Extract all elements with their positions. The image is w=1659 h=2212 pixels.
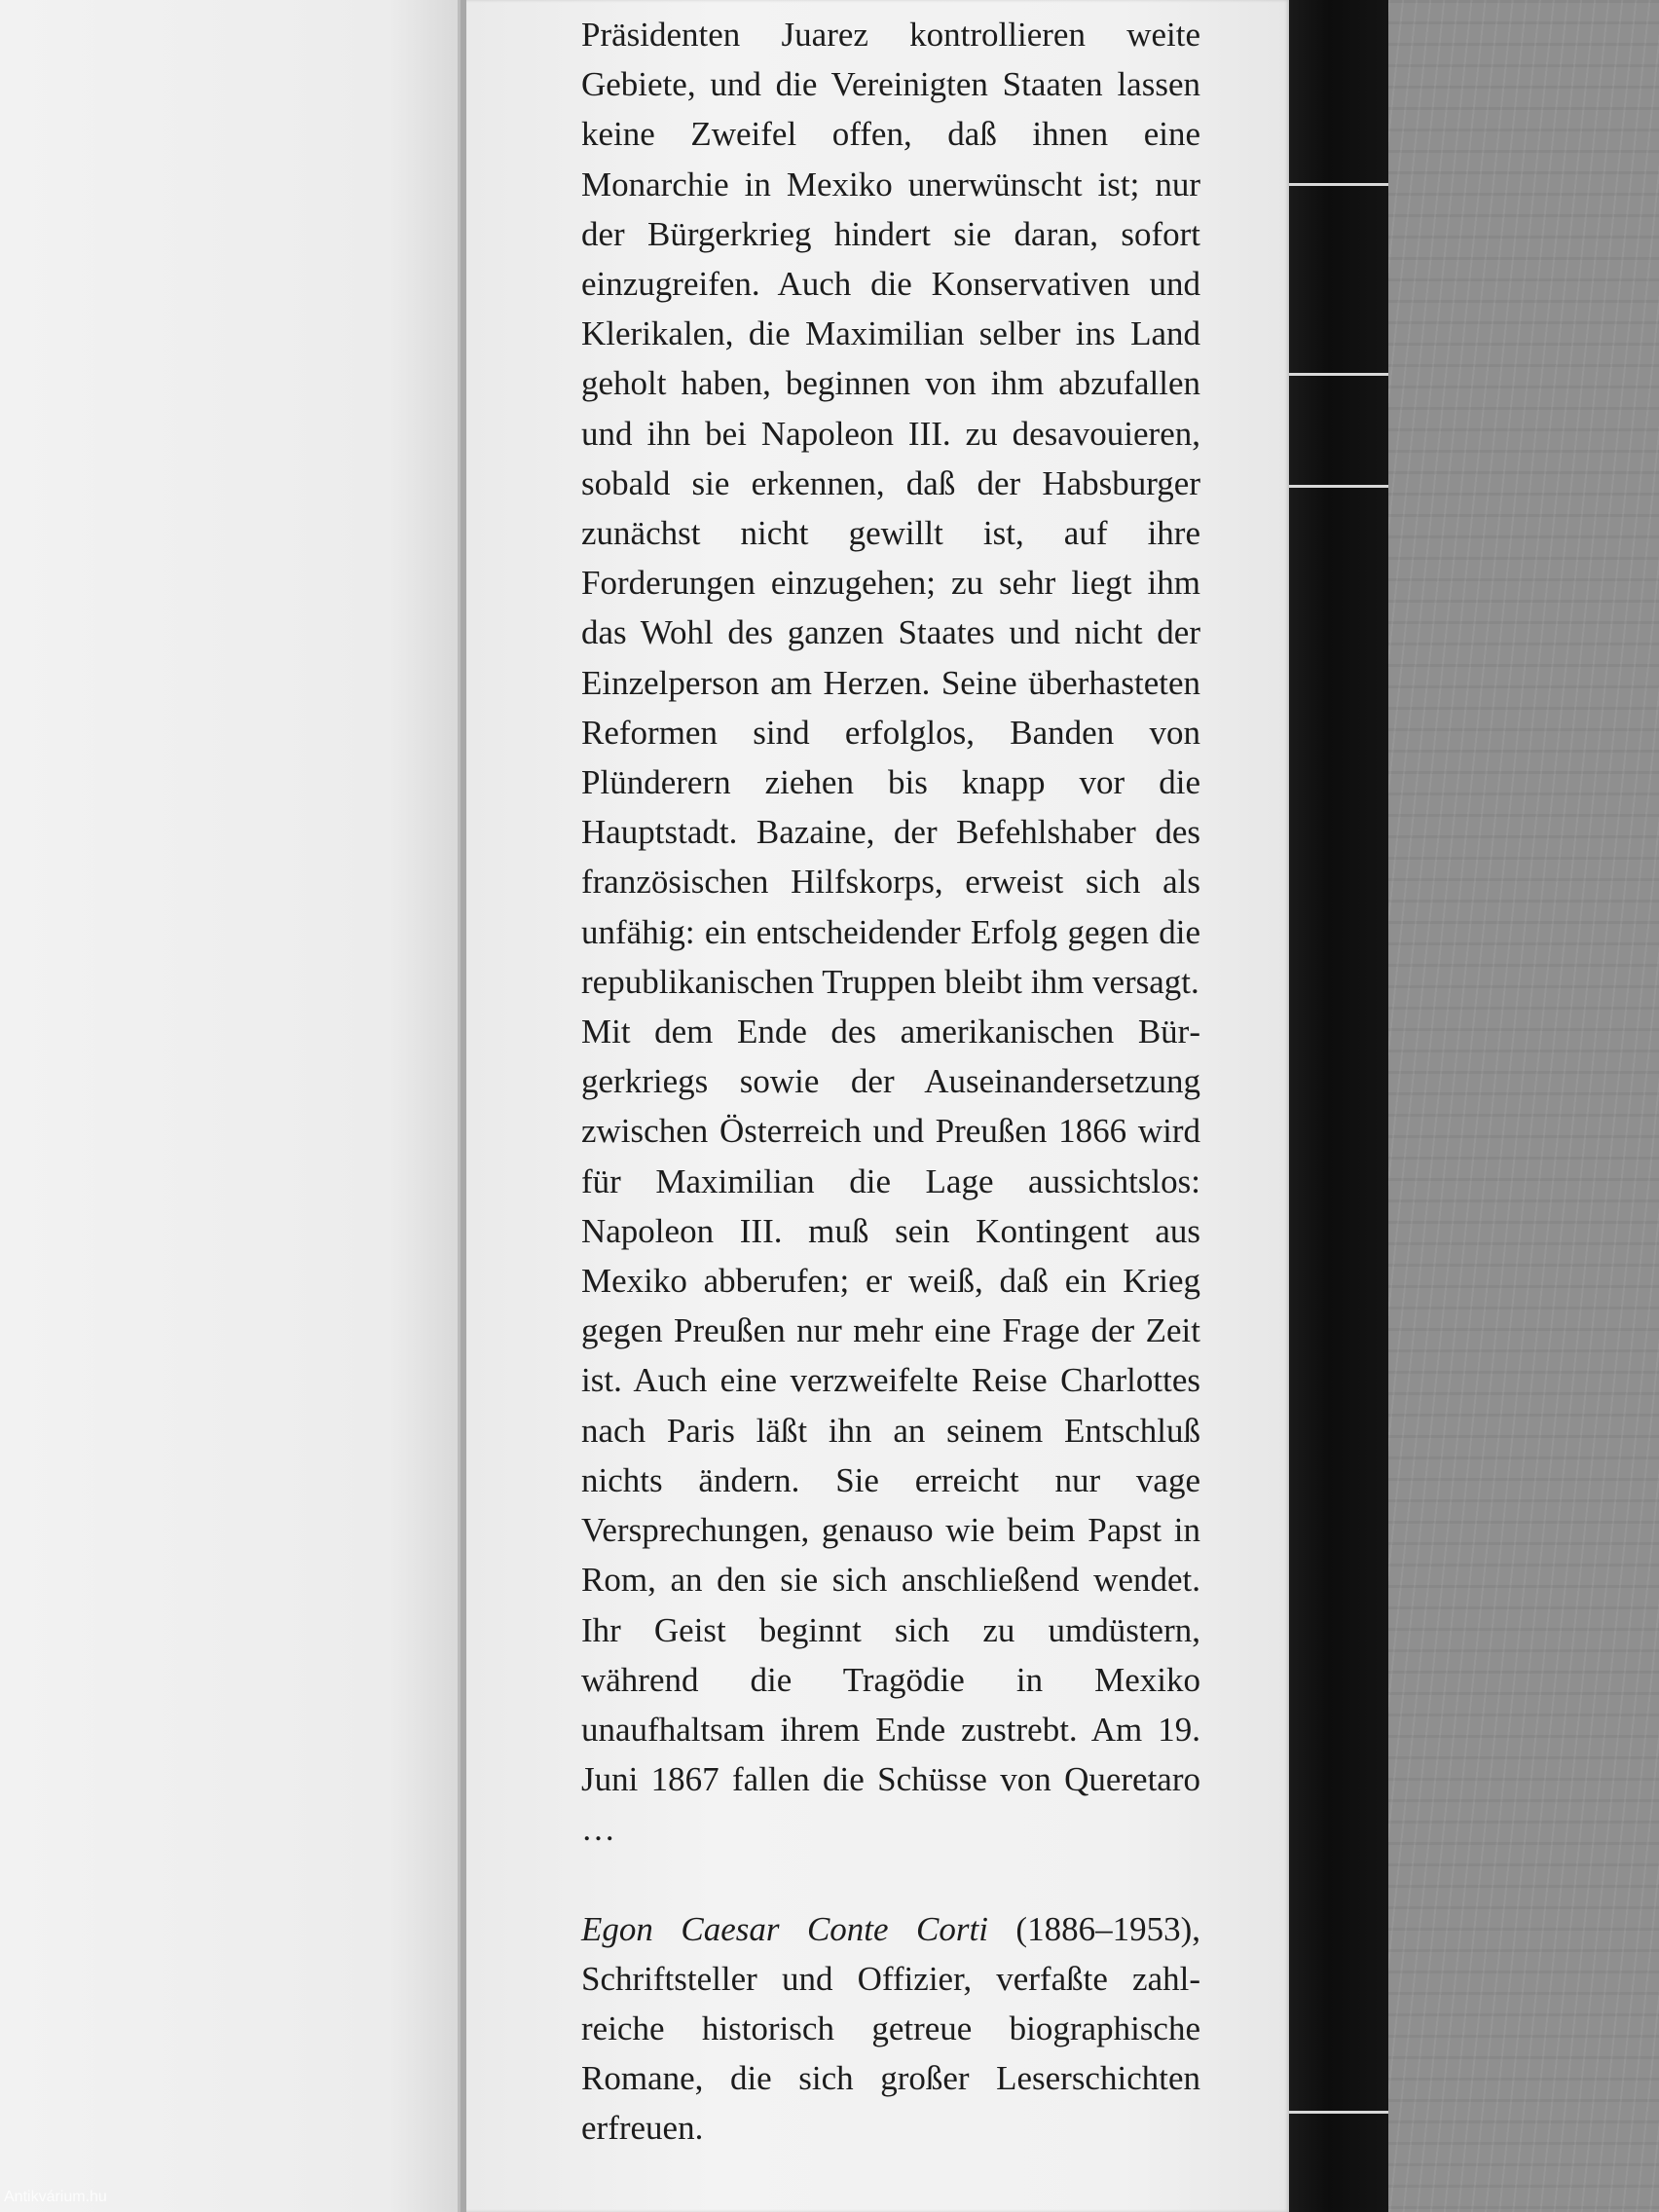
author-bio — [581, 1904, 1200, 2154]
left-facing-page — [0, 0, 461, 2212]
watermark-text: Antikvárium.hu — [4, 2189, 107, 2205]
book-spine — [1289, 0, 1388, 2212]
spine-band — [1289, 373, 1388, 376]
author-bio-text: (1886–1953), Schriftsteller und Offizier, verfaßte zahlreiche historisch getreue biographische Romane, die sich großer Leserschichten erfreuen. — [581, 1909, 1200, 2148]
paragraph-spacer — [581, 1855, 1200, 1904]
flap-paragraph-2: Mit dem Ende des amerikanischen Bürgerkriegs sowie der Auseinandersetzung zwischen Österreich und Preußen 1866 wird für Maximilian die Lage aussichtslos: Napoleon III. muß sein Kontingent aus Mexiko abberufen; er weiß, daß ein Krieg gegen Preußen nur mehr eine Frage der Zeit ist. Auch eine verzweifelte Reise Charlottes nach Paris läßt ihn an seinem Entschluß nichts ändern. Sie erreicht nur vage Versprechungen, genauso wie beim Papst in Rom, an den sie sich anschließend wendet. Ihr Geist beginnt sich zu umdüstern, während die Tragödie in Mexiko unaufhaltsam ihrem Ende zustrebt. Am 19. Juni 1867 fallen die Schüsse von Queretaro … — [581, 1013, 1200, 1849]
author-name: Egon Caesar Conte Corti — [581, 1909, 988, 1948]
jacket-flap-page — [466, 0, 1289, 2212]
spine-band — [1289, 183, 1388, 186]
background-surface — [1388, 0, 1659, 2212]
flap-text-block — [581, 10, 1200, 2154]
spine-band — [1289, 2111, 1388, 2114]
flap-paragraph-1: Präsidenten Juarez kontrollieren weite Gebiete, und die Vereinigten Staaten lassen keine Zweifel offen, daß ihnen eine Monarchie in Mexiko unerwünscht ist; nur der Bürgerkrieg hindert sie daran, sofort einzugreifen. Auch die Konservativen und Klerikalen, die Maximilian selber ins Land geholt haben, beginnen von ihm abzufallen und ihn bei Napoleon III. zu desavouieren, sobald sie erkennen, daß der Habsburger zunächst nicht gewillt ist, auf ihre Forderungen einzugehen; zu sehr liegt ihm das Wohl des ganzen Staates und nicht der Einzelperson am Herzen. Seine überhasteten Reformen sind erfolglos, Banden von Plünderern ziehen bis knapp vor die Hauptstadt. Bazaine, der Befehlshaber des französischen Hilfskorps, erweist sich als unfähig: ein entscheidender Erfolg gegen die republikanischen Truppen bleibt ihm versagt. — [581, 16, 1200, 1001]
spine-band — [1289, 485, 1388, 488]
